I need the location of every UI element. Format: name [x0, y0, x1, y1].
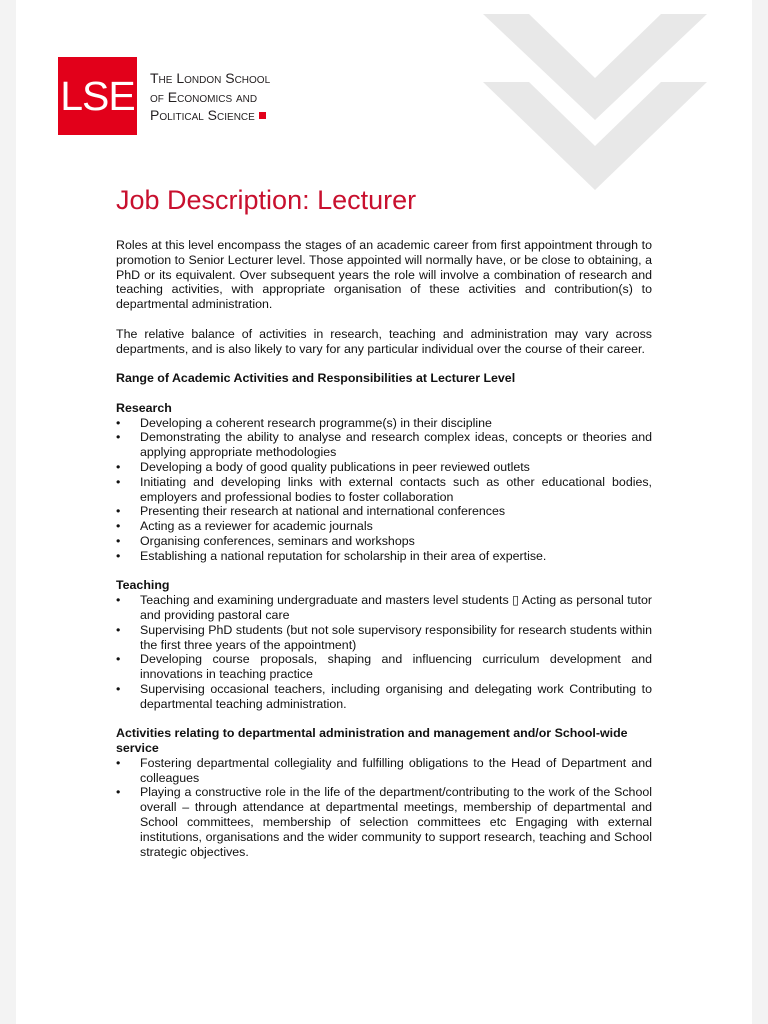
- logo-red-square: [259, 112, 266, 119]
- bullet-icon: •: [116, 415, 121, 430]
- list-item-text: Acting as a reviewer for academic journals: [140, 519, 373, 534]
- page-title: Job Description: Lecturer: [116, 185, 417, 215]
- list-item: [116, 623, 652, 653]
- bullet-icon: •: [116, 622, 121, 637]
- list-item: [116, 519, 652, 534]
- range-heading: Range of Academic Activities and Responsibilities at Lecturer Level: [116, 371, 516, 386]
- document-page: [16, 0, 752, 1024]
- list-item: [116, 549, 652, 564]
- spacer: [116, 564, 652, 579]
- section-heading: Teaching: [116, 578, 170, 593]
- logo-name-line-3: Political Science: [150, 107, 255, 123]
- list-item: [116, 416, 652, 431]
- lse-logo-wordmark: [150, 69, 330, 125]
- section-heading: Activities relating to departmental administration and management and/or School-wide service: [116, 726, 628, 756]
- bullet-icon: •: [116, 474, 121, 489]
- list-item-text: Initiating and developing links with external contacts such as other educational bodies, employers and professional bodies to foster collaboration: [140, 474, 652, 504]
- bullet-icon: •: [116, 504, 121, 519]
- bullet-icon: •: [116, 459, 121, 474]
- bullet-icon: •: [116, 785, 121, 800]
- bullet-list: [116, 756, 652, 860]
- intro-paragraph: Roles at this level encompass the stages of an academic career from first appointment through to promotion to Senior Lecturer level. Those appointed will normally have, or be close to obtaining, a PhD or its equivalent. Over subsequent years the role will involve a combination of research and teaching activities, with appropriate organisation of these activities and contribution(s) to departmental administration.: [116, 238, 652, 312]
- intro-paragraph: The relative balance of activities in research, teaching and administration may vary across departments, and is also likely to vary for any particular individual over the course of their career.: [116, 326, 652, 356]
- bullet-icon: •: [116, 755, 121, 770]
- list-item: [116, 504, 652, 519]
- bullet-icon: •: [116, 652, 121, 667]
- list-item-text: Demonstrating the ability to analyse and research complex ideas, concepts or theories and applying appropriate methodologies: [140, 430, 652, 460]
- bullet-icon: •: [116, 548, 121, 563]
- list-item-text: Presenting their research at national and international conferences: [140, 504, 506, 519]
- list-item-text: Developing a body of good quality publications in peer reviewed outlets: [140, 459, 530, 474]
- list-item-text: Organising conferences, seminars and workshops: [140, 533, 415, 548]
- list-item-text: Supervising occasional teachers, including organising and delegating work Contributing to departmental teaching administration.: [140, 681, 652, 711]
- list-item-text: Supervising PhD students (but not sole supervisory responsibility for research students within the first three years of the appointment): [140, 622, 652, 652]
- sections-container: [116, 401, 652, 860]
- bullet-icon: •: [116, 430, 121, 445]
- list-item-text: Developing a coherent research programme(s) in their discipline: [140, 415, 492, 430]
- bullet-list: [116, 593, 652, 711]
- bullet-icon: •: [116, 681, 121, 696]
- spacer: [116, 712, 652, 727]
- section-heading: Research: [116, 400, 172, 415]
- list-item: [116, 682, 652, 712]
- bullet-icon: •: [116, 593, 121, 608]
- list-item-text: Fostering departmental collegiality and fulfilling obligations to the Head of Department and colleagues: [140, 755, 652, 785]
- list-item-text: Establishing a national reputation for scholarship in their area of expertise.: [140, 548, 547, 563]
- logo-name-line-1: The London School: [150, 70, 271, 86]
- list-item: [116, 475, 652, 505]
- bullet-icon: •: [116, 519, 121, 534]
- list-item: [116, 593, 652, 623]
- list-item: [116, 460, 652, 475]
- spacer: [116, 386, 652, 401]
- list-item: [116, 785, 652, 859]
- bullet-icon: •: [116, 533, 121, 548]
- list-item-text: Teaching and examining undergraduate and masters level students ▯ Acting as personal tutor and providing pastoral care: [140, 593, 652, 622]
- lse-logo-mark: [58, 57, 137, 135]
- logo-name-line-3-wrap: [150, 106, 330, 125]
- bullet-list: [116, 416, 652, 564]
- list-item: [116, 534, 652, 549]
- document-body: [116, 182, 652, 859]
- list-item-text: Playing a constructive role in the life of the department/contributing to the work of the School overall – through attendance at departmental meetings, membership of departmental and School committees, membership of selection committees etc Engaging with external institutions, organisations and the wider community to support research, teaching and School strategic objectives.: [140, 785, 652, 859]
- list-item: [116, 430, 652, 460]
- list-item: [116, 652, 652, 682]
- list-item-text: Developing course proposals, shaping and influencing curriculum development and innovations in teaching practice: [140, 652, 652, 682]
- double-chevron-down-icon: [483, 14, 707, 190]
- logo-mark-text: LSE: [60, 73, 135, 119]
- logo-name-line-2: of Economics and: [150, 88, 258, 105]
- list-item: [116, 756, 652, 786]
